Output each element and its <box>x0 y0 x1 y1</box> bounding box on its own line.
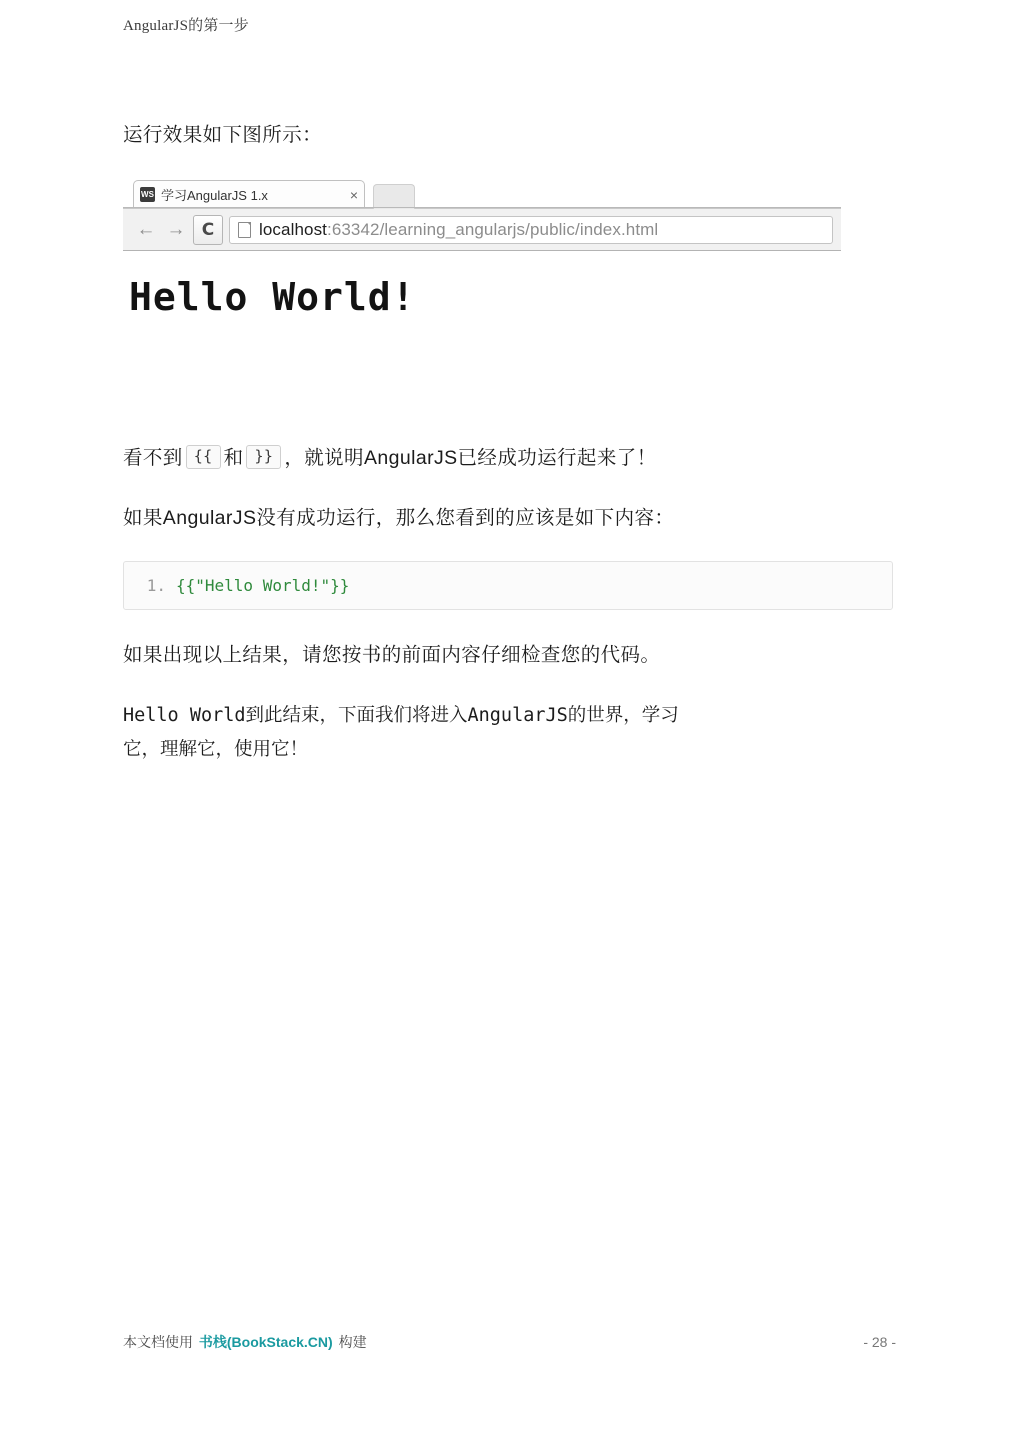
code-line-text: {{"Hello World!"}} <box>176 576 350 596</box>
close-icon[interactable]: × <box>349 186 358 203</box>
browser-tab-title: 学习AngularJS 1.x <box>161 188 268 204</box>
closing-line-2: 它，理解它，使用它！ <box>123 738 309 760</box>
rendered-heading: Hello World! <box>129 275 416 320</box>
page-document-icon <box>238 222 251 238</box>
forward-arrow-icon[interactable]: → <box>166 219 186 241</box>
address-bar-url <box>259 220 658 240</box>
check-note-paragraph: 如果出现以上结果，请您按书的前面内容仔细检查您的代码。 <box>123 644 661 667</box>
braces-mid: 和 <box>223 447 244 470</box>
browser-screenshot <box>123 178 841 371</box>
new-tab-button[interactable] <box>373 184 415 209</box>
code-block <box>123 561 893 610</box>
browser-tabbar <box>123 178 841 209</box>
code-chip-open: {{ <box>186 445 221 469</box>
webstorm-favicon-icon: WS <box>140 187 155 202</box>
page-footer <box>123 1332 896 1352</box>
closing-paragraph <box>123 699 895 767</box>
address-bar[interactable] <box>229 216 833 244</box>
reload-icon[interactable]: C <box>193 215 223 245</box>
browser-tab[interactable] <box>133 180 365 208</box>
closing-line-1: Hello World到此结束，下面我们将进入AngularJS的世界，学习 <box>123 704 679 726</box>
url-host: localhost <box>259 219 327 239</box>
url-path: :63342/learning_angularjs/public/index.html <box>327 219 659 239</box>
braces-paragraph <box>123 441 895 475</box>
braces-suffix: ，就说明AngularJS已经成功运行起来了！ <box>284 447 657 470</box>
braces-prefix: 看不到 <box>123 447 183 470</box>
footer-prefix: 本文档使用 <box>123 1334 193 1350</box>
page-header: AngularJS的第一步 <box>123 18 249 34</box>
back-arrow-icon[interactable]: ← <box>136 219 156 241</box>
document-content <box>123 118 895 793</box>
browser-viewport <box>123 251 841 371</box>
intro-paragraph: 运行效果如下图所示： <box>123 124 323 146</box>
footer-credit <box>123 1332 367 1352</box>
browser-toolbar <box>123 209 841 251</box>
page-number: - 28 - <box>863 1334 896 1350</box>
footer-suffix: 构建 <box>338 1334 367 1350</box>
failure-note-paragraph: 如果AngularJS没有成功运行，那么您看到的应该是如下内容： <box>123 507 675 530</box>
code-line-number: 1. <box>146 576 166 596</box>
code-chip-close: }} <box>246 445 281 469</box>
bookstack-link[interactable]: 书栈(BookStack.CN) <box>198 1334 333 1350</box>
